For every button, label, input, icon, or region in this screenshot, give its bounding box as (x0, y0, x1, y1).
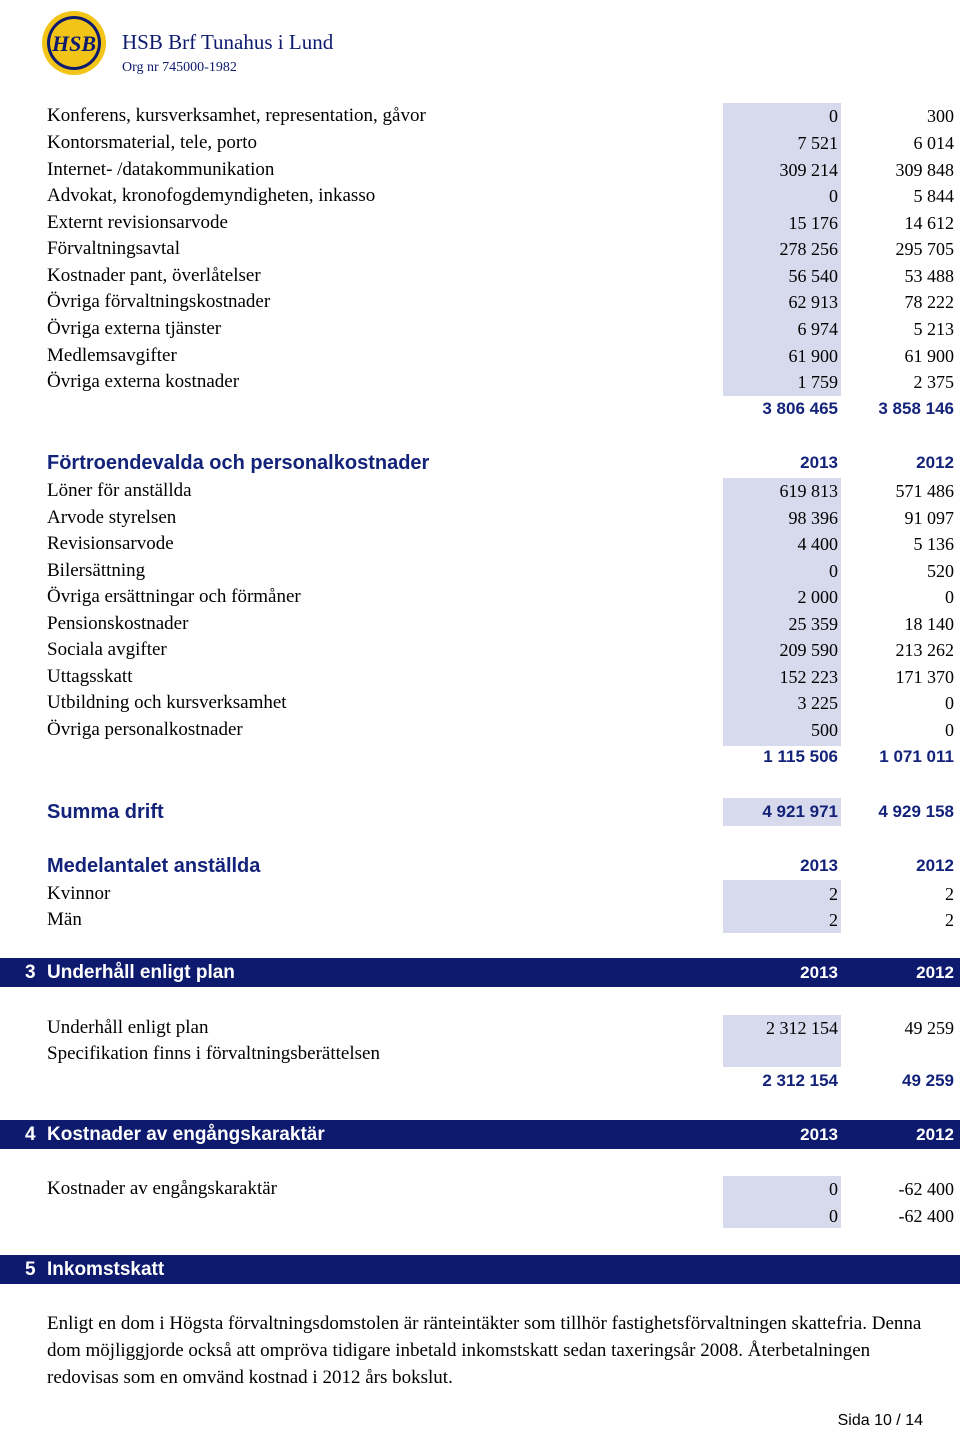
expenses-total-row (0, 396, 960, 422)
summa-drift-label: Summa drift (47, 801, 164, 823)
org-number: Org nr 745000-1982 (122, 60, 237, 75)
row-label: Konferens, kursverksamhet, representation, gåvor (47, 105, 426, 126)
value-2013: 62 913 (788, 292, 838, 312)
value-2013: 7 521 (797, 133, 838, 153)
value-2013: 3 225 (797, 693, 838, 713)
table-row (0, 369, 960, 395)
summa-drift-2013: 4 921 971 (762, 802, 838, 821)
value-2013: 278 256 (779, 239, 838, 259)
hsb-logo (36, 10, 112, 76)
value-2013: 2 (829, 884, 838, 904)
personnel-heading (0, 449, 960, 477)
value-2012: 61 900 (904, 346, 954, 366)
table-row (0, 637, 960, 663)
summa-drift-row (0, 798, 960, 826)
row-label: Kvinnor (47, 883, 111, 904)
table-row (0, 531, 960, 557)
table-row (0, 343, 960, 369)
value-2012: 309 848 (895, 160, 954, 180)
value-2013: 0 (829, 561, 838, 581)
section-title: Inkomstskatt (47, 1259, 165, 1280)
row-label: Bilersättning (47, 560, 146, 581)
table-row (0, 584, 960, 610)
year-2012-header: 2012 (916, 1125, 954, 1144)
row-label: Övriga externa kostnader (47, 371, 240, 392)
section-title: Medelantalet anställda (47, 855, 261, 877)
value-2012: 18 140 (904, 614, 954, 634)
section-3-header (0, 958, 960, 987)
value-2013: 0 (829, 186, 838, 206)
value-2013: 2 000 (797, 587, 838, 607)
row-label: Sociala avgifter (47, 639, 167, 660)
total-2013: 3 806 465 (762, 399, 838, 418)
table-row (0, 505, 960, 531)
total-2012: 1 071 011 (879, 747, 954, 766)
value-2013: 152 223 (779, 667, 838, 687)
row-label: Kontorsmaterial, tele, porto (47, 132, 257, 153)
row-label: Underhåll enligt plan (47, 1017, 209, 1038)
table-row (0, 183, 960, 209)
value-2013: 0 (829, 106, 838, 126)
value-2013: 1 759 (797, 372, 838, 392)
value-2013: 0 (829, 1179, 838, 1199)
note-row (0, 1041, 960, 1067)
employees-heading (0, 852, 960, 880)
total-2013: 0 (829, 1206, 838, 1226)
value-2012: 5 844 (913, 186, 954, 206)
value-2012: 300 (927, 106, 954, 126)
value-2012: 91 097 (904, 508, 954, 528)
row-label: Kostnader pant, överlåtelser (47, 265, 261, 286)
income-tax-text: Enligt en dom i Högsta förvaltningsdomstolen är ränteintäkter som tillhör fastighetsförvaltningen skattefria. Denna dom möjliggjorde också att ompröva tidigare inbetald inkomstskatt sedan taxeringsår 2008. Återbetalningen redovisas som en omvänd kostnad i 2012 års bokslut. (47, 1313, 922, 1388)
value-2013: 15 176 (788, 213, 838, 233)
section-title: Kostnader av engångskaraktär (47, 1124, 325, 1145)
row-label: Internet- /datakommunikation (47, 159, 275, 180)
value-2013: 309 214 (779, 160, 838, 180)
table-row (0, 1176, 960, 1202)
value-2013: 25 359 (788, 614, 838, 634)
year-2012-header: 2012 (916, 963, 954, 982)
section-number: 5 (25, 1259, 36, 1280)
value-2012: 2 375 (913, 372, 954, 392)
table-row (0, 130, 960, 156)
table-row (0, 881, 960, 907)
total-2013: 2 312 154 (762, 1071, 838, 1090)
year-2013-header: 2013 (800, 1125, 838, 1144)
section-title: Underhåll enligt plan (47, 962, 235, 983)
value-2013: 56 540 (788, 266, 838, 286)
table-row (0, 236, 960, 262)
section-3-total-row (0, 1068, 960, 1094)
value-2012: 53 488 (904, 266, 954, 286)
table-row (0, 558, 960, 584)
value-2013: 4 400 (797, 534, 838, 554)
row-label: Advokat, kronofogdemyndigheten, inkasso (47, 185, 376, 206)
value-2012: 571 486 (895, 481, 954, 501)
row-label: Arvode styrelsen (47, 507, 177, 528)
table-row (0, 263, 960, 289)
value-2012: 49 259 (904, 1018, 954, 1038)
value-2013: 6 974 (797, 319, 838, 339)
value-2013: 619 813 (779, 481, 838, 501)
table-row (0, 664, 960, 690)
table-row (0, 289, 960, 315)
value-2012: 78 222 (904, 292, 954, 312)
section-4-header (0, 1120, 960, 1149)
row-label: Kostnader av engångskaraktär (47, 1178, 278, 1199)
total-2012: 3 858 146 (878, 399, 954, 418)
value-2012: 6 014 (913, 133, 954, 153)
row-label: Övriga externa tjänster (47, 318, 222, 339)
value-2012: 171 370 (895, 667, 954, 687)
row-label: Övriga förvaltningskostnader (47, 291, 271, 312)
year-2013-header: 2013 (800, 453, 838, 472)
row-label: Pensionskostnader (47, 613, 189, 634)
table-row (0, 690, 960, 716)
table-row (0, 210, 960, 236)
value-2013: 2 (829, 910, 838, 930)
section-4-total-row (0, 1203, 960, 1229)
table-row (0, 157, 960, 183)
total-2012: -62 400 (898, 1206, 954, 1226)
value-2013: 61 900 (788, 346, 838, 366)
value-2012: 14 612 (904, 213, 954, 233)
row-label: Utbildning och kursverksamhet (47, 692, 287, 713)
value-2012: 2 (945, 910, 954, 930)
row-label: Externt revisionsarvode (47, 212, 228, 233)
row-label: Män (47, 909, 82, 930)
value-2012: 5 136 (913, 534, 954, 554)
section-title: Förtroendevalda och personalkostnader (47, 452, 430, 474)
table-row (0, 478, 960, 504)
row-label: Övriga personalkostnader (47, 719, 243, 740)
row-label: Uttagsskatt (47, 666, 133, 687)
value-2013: 209 590 (779, 640, 838, 660)
row-label: Revisionsarvode (47, 533, 174, 554)
logo-text: HSB (51, 31, 97, 56)
table-row (0, 717, 960, 743)
table-row (0, 611, 960, 637)
table-row (0, 103, 960, 129)
row-label: Övriga ersättningar och förmåner (47, 586, 301, 607)
value-2012: 0 (945, 693, 954, 713)
year-2013-header: 2013 (800, 963, 838, 982)
value-2013: 500 (811, 720, 838, 740)
table-row (0, 316, 960, 342)
row-label: Medlemsavgifter (47, 345, 177, 366)
table-row (0, 1015, 960, 1041)
total-2013: 1 115 506 (763, 747, 838, 766)
value-2012: 295 705 (895, 239, 954, 259)
section-5-header (0, 1255, 960, 1284)
value-2012: -62 400 (898, 1179, 954, 1199)
page-number: Sida 10 / 14 (837, 1412, 923, 1429)
section-number: 3 (25, 962, 36, 983)
value-2012: 520 (927, 561, 954, 581)
personnel-total-row (0, 744, 960, 770)
value-2012: 213 262 (895, 640, 954, 660)
year-2013-header: 2013 (800, 856, 838, 875)
summa-drift-2012: 4 929 158 (878, 802, 954, 821)
row-label: Löner för anställda (47, 480, 192, 501)
value-2012: 2 (945, 884, 954, 904)
value-2012: 0 (945, 720, 954, 740)
year-2012-header: 2012 (916, 856, 954, 875)
total-2012: 49 259 (902, 1071, 954, 1090)
section-number: 4 (25, 1124, 36, 1145)
value-2013: 98 396 (788, 508, 838, 528)
value-2012: 0 (945, 587, 954, 607)
org-name: HSB Brf Tunahus i Lund (122, 30, 334, 54)
specification-note: Specifikation finns i förvaltningsberättelsen (47, 1043, 380, 1064)
year-2012-header: 2012 (916, 453, 954, 472)
value-2013: 2 312 154 (766, 1018, 838, 1038)
row-label: Förvaltningsavtal (47, 238, 180, 259)
table-row (0, 907, 960, 933)
value-2012: 5 213 (913, 319, 954, 339)
